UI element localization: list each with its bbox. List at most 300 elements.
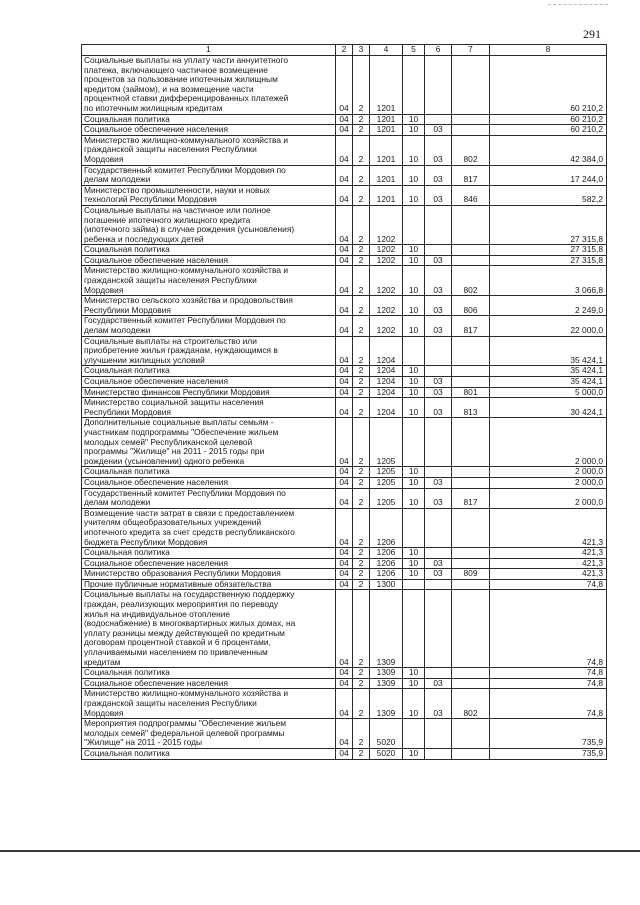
cell-subsection: 03 bbox=[425, 296, 452, 316]
description-line: Министерство социальной защиты населения bbox=[84, 397, 264, 408]
cell-chapter: 04 bbox=[336, 366, 353, 377]
cell-section bbox=[403, 418, 425, 467]
table-row bbox=[82, 185, 607, 205]
cell-subprogram: 2 bbox=[353, 398, 370, 418]
description-line: уплачиваемыми населением по привлеченным bbox=[84, 647, 268, 658]
cell-description bbox=[82, 558, 336, 569]
cell-target-code: 5020 bbox=[370, 748, 403, 759]
cell-target-code: 5020 bbox=[370, 719, 403, 749]
description-line: Социальная политика bbox=[84, 667, 170, 678]
scan-bottom-edge bbox=[0, 850, 640, 852]
description-line: программы "Жилище" на 2011 - 2015 годы при bbox=[84, 446, 265, 457]
cell-section: 10 bbox=[403, 125, 425, 136]
cell-section: 10 bbox=[403, 185, 425, 205]
table-row bbox=[82, 336, 607, 366]
cell-description bbox=[82, 266, 336, 296]
cell-chapter: 04 bbox=[336, 56, 353, 115]
description-line: гражданской защиты населения Республики bbox=[84, 698, 257, 708]
cell-subprogram: 2 bbox=[353, 579, 370, 590]
table-row bbox=[82, 255, 607, 266]
cell-description bbox=[82, 590, 336, 668]
cell-ministry-code: 802 bbox=[452, 266, 490, 296]
table-row bbox=[82, 569, 607, 580]
description-line: ребенка и последующих детей bbox=[84, 233, 204, 244]
description-line: процентной ставки дифференцированных платежей bbox=[84, 93, 289, 104]
description-line: кредитам bbox=[84, 656, 121, 667]
cell-target-code: 1309 bbox=[370, 590, 403, 668]
cell-section: 10 bbox=[403, 398, 425, 418]
cell-ministry-code: 802 bbox=[452, 135, 490, 165]
cell-section: 10 bbox=[403, 255, 425, 266]
description-line: Министерство образования Республики Мордовия bbox=[84, 568, 281, 579]
table-row bbox=[82, 205, 607, 244]
cell-ministry-code: 817 bbox=[452, 165, 490, 185]
cell-ministry-code bbox=[452, 245, 490, 256]
description-line: Социальная политика bbox=[84, 365, 170, 376]
cell-target-code: 1201 bbox=[370, 125, 403, 136]
cell-description bbox=[82, 398, 336, 418]
cell-chapter: 04 bbox=[336, 558, 353, 569]
cell-subsection: 03 bbox=[425, 477, 452, 488]
cell-chapter: 04 bbox=[336, 689, 353, 719]
cell-subprogram: 2 bbox=[353, 387, 370, 398]
cell-subsection bbox=[425, 366, 452, 377]
cell-ministry-code: 846 bbox=[452, 185, 490, 205]
description-line: Республики Мордовия bbox=[84, 406, 171, 417]
table-row bbox=[82, 56, 607, 115]
description-line: Социальная политика bbox=[84, 748, 170, 758]
cell-subsection bbox=[425, 579, 452, 590]
description-line: Социальная политика bbox=[84, 547, 170, 558]
cell-amount: 2 000,0 bbox=[490, 488, 607, 508]
cell-ministry-code bbox=[452, 336, 490, 366]
cell-section: 10 bbox=[403, 296, 425, 316]
cell-chapter: 04 bbox=[336, 467, 353, 478]
description-line: кредитом (займом), и на возмещение части bbox=[84, 83, 254, 94]
cell-section bbox=[403, 205, 425, 244]
cell-ministry-code bbox=[452, 678, 490, 689]
cell-section bbox=[403, 56, 425, 115]
cell-subsection: 03 bbox=[425, 135, 452, 165]
description-line: процентов за пользование ипотечным жилищным bbox=[84, 74, 278, 85]
cell-target-code: 1206 bbox=[370, 508, 403, 547]
cell-chapter: 04 bbox=[336, 569, 353, 580]
cell-target-code: 1204 bbox=[370, 377, 403, 388]
table-row bbox=[82, 316, 607, 336]
cell-ministry-code: 817 bbox=[452, 488, 490, 508]
description-line: гражданской защиты населения Республики bbox=[84, 275, 257, 286]
cell-subsection: 03 bbox=[425, 316, 452, 336]
cell-amount: 60 210,2 bbox=[490, 114, 607, 125]
cell-section: 10 bbox=[403, 689, 425, 719]
cell-chapter: 04 bbox=[336, 418, 353, 467]
cell-subsection bbox=[425, 719, 452, 749]
cell-section: 10 bbox=[403, 245, 425, 256]
cell-target-code: 1202 bbox=[370, 245, 403, 256]
cell-subprogram: 2 bbox=[353, 748, 370, 759]
cell-target-code: 1201 bbox=[370, 114, 403, 125]
cell-ministry-code bbox=[452, 719, 490, 749]
table-row bbox=[82, 387, 607, 398]
cell-section: 10 bbox=[403, 467, 425, 478]
cell-description bbox=[82, 185, 336, 205]
cell-amount: 35 424,1 bbox=[490, 366, 607, 377]
cell-section bbox=[403, 719, 425, 749]
cell-ministry-code bbox=[452, 668, 490, 679]
cell-description bbox=[82, 477, 336, 488]
cell-chapter: 04 bbox=[336, 488, 353, 508]
cell-subsection bbox=[425, 205, 452, 244]
cell-subprogram: 2 bbox=[353, 266, 370, 296]
description-line: Социальное обеспечение населения bbox=[84, 124, 229, 135]
cell-section: 10 bbox=[403, 387, 425, 398]
cell-description bbox=[82, 678, 336, 689]
cell-subsection bbox=[425, 748, 452, 759]
cell-amount: 735,9 bbox=[490, 748, 607, 759]
cell-amount: 421,3 bbox=[490, 569, 607, 580]
table-row bbox=[82, 558, 607, 569]
cell-target-code: 1201 bbox=[370, 135, 403, 165]
cell-ministry-code bbox=[452, 579, 490, 590]
cell-ministry-code: 806 bbox=[452, 296, 490, 316]
cell-ministry-code bbox=[452, 56, 490, 115]
table-row bbox=[82, 488, 607, 508]
table-row bbox=[82, 467, 607, 478]
table-row bbox=[82, 114, 607, 125]
cell-amount: 2 000,0 bbox=[490, 467, 607, 478]
description-line: Министерство промышленности, науки и новых bbox=[84, 185, 270, 195]
cell-target-code: 1205 bbox=[370, 418, 403, 467]
description-line: Социальные выплаты на уплату части аннуитетного bbox=[84, 55, 288, 65]
cell-subsection: 03 bbox=[425, 558, 452, 569]
description-line: Министерство жилищно-коммунального хозяйства и bbox=[84, 688, 289, 699]
cell-section: 10 bbox=[403, 668, 425, 679]
cell-subsection: 03 bbox=[425, 678, 452, 689]
cell-amount: 2 000,0 bbox=[490, 418, 607, 467]
cell-target-code: 1202 bbox=[370, 205, 403, 244]
cell-subprogram: 2 bbox=[353, 316, 370, 336]
description-line: погашение ипотечного жилищного кредита bbox=[84, 214, 251, 225]
description-line: Государственный комитет Республики Мордовия по bbox=[84, 165, 286, 175]
cell-description bbox=[82, 255, 336, 266]
table-row bbox=[82, 366, 607, 377]
cell-amount: 421,3 bbox=[490, 558, 607, 569]
cell-description bbox=[82, 488, 336, 508]
description-line: учителям общеобразовательных учреждений bbox=[84, 517, 262, 528]
description-line: Социальная политика bbox=[84, 244, 170, 255]
cell-chapter: 04 bbox=[336, 114, 353, 125]
cell-target-code: 1204 bbox=[370, 336, 403, 366]
cell-chapter: 04 bbox=[336, 579, 353, 590]
cell-chapter: 04 bbox=[336, 135, 353, 165]
cell-subprogram: 2 bbox=[353, 488, 370, 508]
cell-amount: 74,8 bbox=[490, 668, 607, 679]
cell-amount: 17 244,0 bbox=[490, 165, 607, 185]
cell-subsection bbox=[425, 114, 452, 125]
cell-amount: 2 249,0 bbox=[490, 296, 607, 316]
description-line: Социальные выплаты на частичное или полное bbox=[84, 205, 271, 215]
cell-subsection bbox=[425, 548, 452, 559]
cell-ministry-code: 813 bbox=[452, 398, 490, 418]
cell-description bbox=[82, 548, 336, 559]
cell-description bbox=[82, 387, 336, 398]
cell-subprogram: 2 bbox=[353, 467, 370, 478]
page-number: 291 bbox=[583, 27, 601, 41]
cell-target-code: 1201 bbox=[370, 165, 403, 185]
cell-ministry-code bbox=[452, 508, 490, 547]
cell-target-code: 1309 bbox=[370, 689, 403, 719]
cell-section: 10 bbox=[403, 114, 425, 125]
cell-subsection bbox=[425, 590, 452, 668]
cell-subprogram: 2 bbox=[353, 377, 370, 388]
description-line: гражданской защиты населения Республики bbox=[84, 144, 257, 155]
cell-subprogram: 2 bbox=[353, 185, 370, 205]
cell-subsection bbox=[425, 336, 452, 366]
description-line: технологий Республики Мордовия bbox=[84, 194, 217, 205]
cell-amount: 30 424,1 bbox=[490, 398, 607, 418]
description-line: Социальные выплаты на строительство или bbox=[84, 336, 257, 346]
cell-target-code: 1205 bbox=[370, 488, 403, 508]
cell-description bbox=[82, 316, 336, 336]
cell-description bbox=[82, 125, 336, 136]
cell-amount: 735,9 bbox=[490, 719, 607, 749]
table-row bbox=[82, 398, 607, 418]
cell-subprogram: 2 bbox=[353, 336, 370, 366]
table-row bbox=[82, 719, 607, 749]
table-row bbox=[82, 296, 607, 316]
description-line: Дополнительные социальные выплаты семьям - bbox=[84, 417, 274, 428]
cell-chapter: 04 bbox=[336, 316, 353, 336]
cell-section: 10 bbox=[403, 548, 425, 559]
description-line: участникам подпрограммы "Обеспечение жильем bbox=[84, 426, 279, 437]
cell-subprogram: 2 bbox=[353, 125, 370, 136]
cell-target-code: 1204 bbox=[370, 366, 403, 377]
cell-amount: 35 424,1 bbox=[490, 336, 607, 366]
description-line: делам молодежи bbox=[84, 174, 151, 185]
description-line: молодых семей" Республиканской целевой bbox=[84, 436, 253, 447]
description-line: Министерство финансов Республики Мордовия bbox=[84, 387, 270, 397]
description-line: Возмещение части затрат в связи с предоставлением bbox=[84, 508, 295, 518]
cell-subprogram: 2 bbox=[353, 719, 370, 749]
cell-chapter: 04 bbox=[336, 477, 353, 488]
cell-subprogram: 2 bbox=[353, 548, 370, 559]
cell-description bbox=[82, 377, 336, 388]
cell-amount: 35 424,1 bbox=[490, 377, 607, 388]
header-col-3: 3 bbox=[353, 45, 370, 56]
cell-subprogram: 2 bbox=[353, 678, 370, 689]
cell-amount: 74,8 bbox=[490, 590, 607, 668]
cell-chapter: 04 bbox=[336, 205, 353, 244]
cell-amount: 27 315,8 bbox=[490, 205, 607, 244]
table-row bbox=[82, 689, 607, 719]
cell-section: 10 bbox=[403, 678, 425, 689]
table-row bbox=[82, 590, 607, 668]
cell-amount: 3 066,8 bbox=[490, 266, 607, 296]
cell-chapter: 04 bbox=[336, 398, 353, 418]
cell-subsection bbox=[425, 668, 452, 679]
budget-table bbox=[81, 44, 607, 760]
description-line: граждан, реализующих мероприятия по переводу bbox=[84, 599, 279, 610]
cell-subsection: 03 bbox=[425, 569, 452, 580]
cell-description bbox=[82, 689, 336, 719]
cell-ministry-code: 801 bbox=[452, 387, 490, 398]
cell-target-code: 1202 bbox=[370, 255, 403, 266]
header-col-6: 6 bbox=[425, 45, 452, 56]
description-line: (ипотечного займа) в случае рождения (усыновления) bbox=[84, 224, 295, 235]
cell-subsection: 03 bbox=[425, 165, 452, 185]
header-col-4: 4 bbox=[370, 45, 403, 56]
cell-subsection: 03 bbox=[425, 488, 452, 508]
cell-chapter: 04 bbox=[336, 245, 353, 256]
cell-chapter: 04 bbox=[336, 678, 353, 689]
cell-description bbox=[82, 205, 336, 244]
table-row bbox=[82, 548, 607, 559]
cell-description bbox=[82, 467, 336, 478]
cell-section bbox=[403, 590, 425, 668]
description-line: Мордовия bbox=[84, 153, 124, 164]
cell-amount: 582,2 bbox=[490, 185, 607, 205]
cell-subsection bbox=[425, 418, 452, 467]
cell-section: 10 bbox=[403, 135, 425, 165]
cell-chapter: 04 bbox=[336, 185, 353, 205]
cell-chapter: 04 bbox=[336, 668, 353, 679]
cell-target-code: 1205 bbox=[370, 467, 403, 478]
cell-target-code: 1201 bbox=[370, 56, 403, 115]
cell-section: 10 bbox=[403, 366, 425, 377]
cell-description bbox=[82, 748, 336, 759]
description-line: (водоснабжение) в многоквартирных жилых домах, на bbox=[84, 618, 296, 629]
cell-description bbox=[82, 366, 336, 377]
cell-ministry-code bbox=[452, 477, 490, 488]
cell-chapter: 04 bbox=[336, 125, 353, 136]
cell-amount: 2 000,0 bbox=[490, 477, 607, 488]
cell-subsection: 03 bbox=[425, 255, 452, 266]
cell-section: 10 bbox=[403, 377, 425, 388]
cell-description bbox=[82, 135, 336, 165]
description-line: Министерство жилищно-коммунального хозяйства и bbox=[84, 265, 289, 276]
cell-subprogram: 2 bbox=[353, 569, 370, 580]
cell-subprogram: 2 bbox=[353, 590, 370, 668]
cell-description bbox=[82, 508, 336, 547]
cell-target-code: 1202 bbox=[370, 316, 403, 336]
cell-section: 10 bbox=[403, 266, 425, 296]
table-row bbox=[82, 748, 607, 759]
description-line: договорам процентной ставкой и 6 процентами, bbox=[84, 637, 271, 648]
cell-section bbox=[403, 336, 425, 366]
cell-ministry-code bbox=[452, 255, 490, 266]
cell-target-code: 1205 bbox=[370, 477, 403, 488]
cell-description bbox=[82, 569, 336, 580]
description-line: Социальное обеспечение населения bbox=[84, 255, 229, 265]
table-row bbox=[82, 165, 607, 185]
description-line: Государственный комитет Республики Мордовия по bbox=[84, 488, 286, 498]
cell-target-code: 1206 bbox=[370, 548, 403, 559]
cell-amount: 74,8 bbox=[490, 689, 607, 719]
description-line: Министерство жилищно-коммунального хозяйства и bbox=[84, 135, 289, 145]
description-line: улучшении жилищных условий bbox=[84, 354, 205, 365]
description-line: молодых семей" федеральной целевой программы bbox=[84, 727, 285, 738]
cell-amount: 42 384,0 bbox=[490, 135, 607, 165]
cell-description bbox=[82, 114, 336, 125]
cell-subsection: 03 bbox=[425, 185, 452, 205]
cell-subprogram: 2 bbox=[353, 114, 370, 125]
cell-section: 10 bbox=[403, 558, 425, 569]
cell-ministry-code: 802 bbox=[452, 689, 490, 719]
table-row bbox=[82, 135, 607, 165]
cell-section: 10 bbox=[403, 488, 425, 508]
cell-chapter: 04 bbox=[336, 336, 353, 366]
cell-subprogram: 2 bbox=[353, 255, 370, 266]
cell-amount: 5 000,0 bbox=[490, 387, 607, 398]
cell-amount: 421,3 bbox=[490, 548, 607, 559]
description-line: Мордовия bbox=[84, 707, 124, 718]
table-row bbox=[82, 678, 607, 689]
cell-ministry-code: 809 bbox=[452, 569, 490, 580]
cell-chapter: 04 bbox=[336, 590, 353, 668]
cell-chapter: 04 bbox=[336, 255, 353, 266]
cell-target-code: 1206 bbox=[370, 558, 403, 569]
cell-subprogram: 2 bbox=[353, 366, 370, 377]
cell-chapter: 04 bbox=[336, 508, 353, 547]
description-line: ипотечного кредита за счет средств республиканского bbox=[84, 526, 295, 537]
description-line: Социальная политика bbox=[84, 466, 170, 477]
description-line: Государственный комитет Республики Мордовия по bbox=[84, 315, 286, 326]
cell-chapter: 04 bbox=[336, 165, 353, 185]
description-line: рождении (усыновлении) одного ребенка bbox=[84, 455, 245, 466]
cell-amount: 27 315,8 bbox=[490, 245, 607, 256]
cell-subsection: 03 bbox=[425, 377, 452, 388]
cell-chapter: 04 bbox=[336, 377, 353, 388]
cell-subsection bbox=[425, 56, 452, 115]
cell-section: 10 bbox=[403, 477, 425, 488]
table-row bbox=[82, 245, 607, 256]
cell-target-code: 1300 bbox=[370, 579, 403, 590]
description-line: "Жилище" на 2011 - 2015 годы bbox=[84, 737, 202, 748]
table-row bbox=[82, 668, 607, 679]
cell-description bbox=[82, 165, 336, 185]
cell-ministry-code bbox=[452, 590, 490, 668]
cell-ministry-code bbox=[452, 125, 490, 136]
description-line: Мероприятия подпрограммы "Обеспечение жильем bbox=[84, 718, 287, 729]
cell-section: 10 bbox=[403, 748, 425, 759]
description-line: Социальное обеспечение населения bbox=[84, 376, 229, 386]
cell-ministry-code bbox=[452, 418, 490, 467]
cell-subprogram: 2 bbox=[353, 165, 370, 185]
cell-target-code: 1206 bbox=[370, 569, 403, 580]
cell-target-code: 1309 bbox=[370, 678, 403, 689]
cell-description bbox=[82, 668, 336, 679]
cell-amount: 60 210,2 bbox=[490, 125, 607, 136]
cell-subsection: 03 bbox=[425, 689, 452, 719]
cell-subsection bbox=[425, 467, 452, 478]
description-line: Мордовия bbox=[84, 284, 124, 295]
cell-section: 10 bbox=[403, 569, 425, 580]
cell-subprogram: 2 bbox=[353, 477, 370, 488]
cell-description bbox=[82, 719, 336, 749]
cell-subsection: 03 bbox=[425, 125, 452, 136]
cell-section bbox=[403, 579, 425, 590]
header-col-8: 8 bbox=[490, 45, 607, 56]
cell-ministry-code bbox=[452, 366, 490, 377]
cell-amount: 74,8 bbox=[490, 678, 607, 689]
cell-description bbox=[82, 418, 336, 467]
header-col-1: 1 bbox=[82, 45, 336, 56]
description-line: приобретение жилья гражданам, нуждающимся в bbox=[84, 345, 278, 356]
cell-subsection bbox=[425, 508, 452, 547]
cell-description bbox=[82, 336, 336, 366]
cell-amount: 27 315,8 bbox=[490, 255, 607, 266]
table-row bbox=[82, 508, 607, 547]
